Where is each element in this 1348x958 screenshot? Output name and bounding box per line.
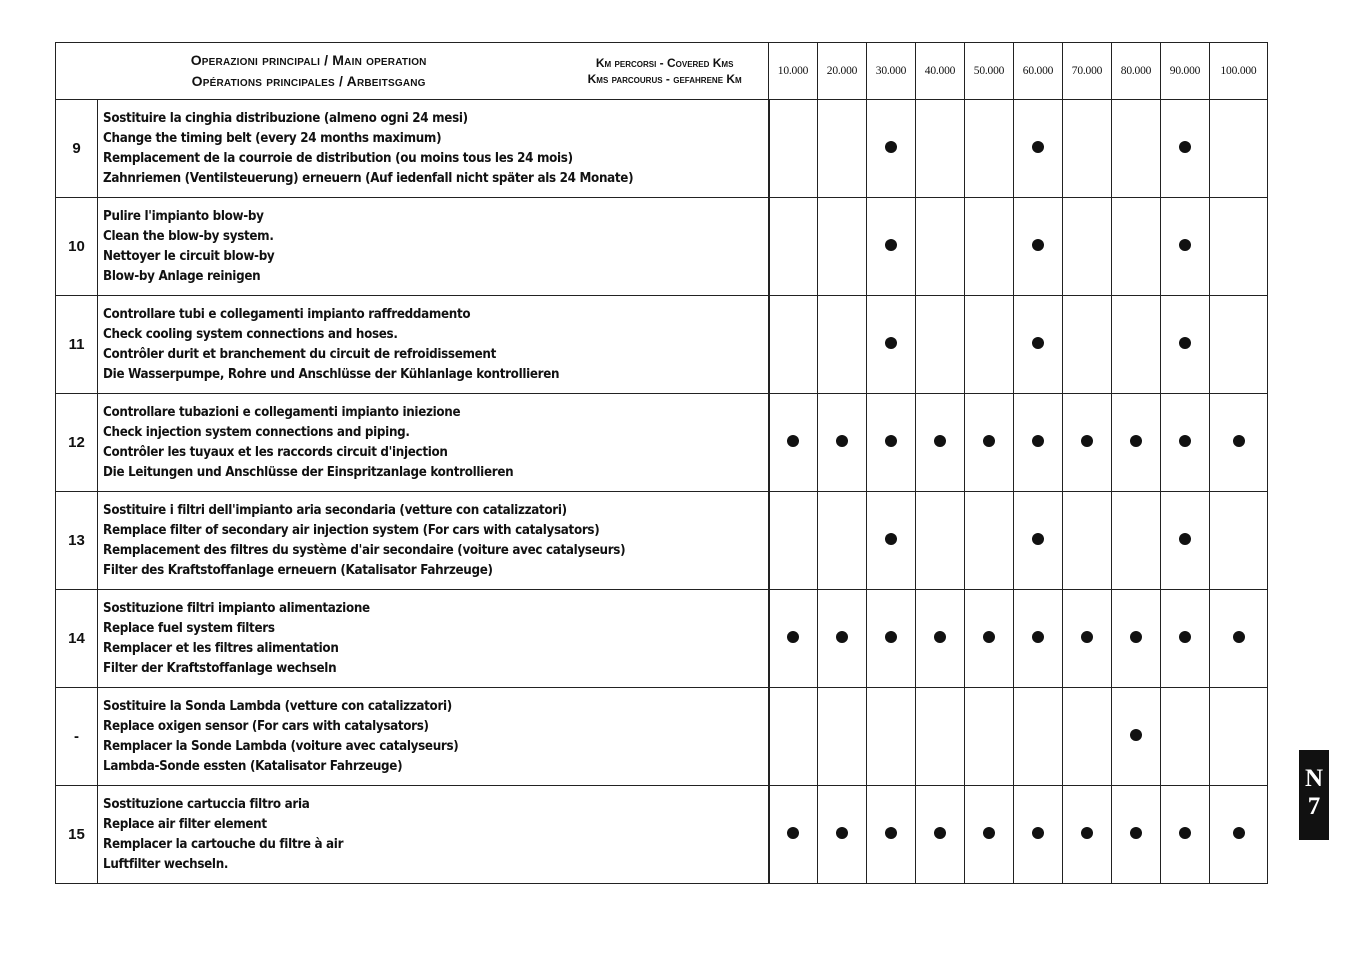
schedule-cell (769, 688, 818, 786)
schedule-cell (867, 198, 916, 296)
schedule-cell (867, 492, 916, 590)
schedule-cell (1112, 688, 1161, 786)
scheduled-dot-icon (1081, 435, 1093, 447)
operation-description (98, 394, 715, 492)
scheduled-dot-icon (1179, 827, 1191, 839)
schedule-cell (1210, 492, 1268, 590)
description-line: Filter der Kraftstoffanlage wechseln (102, 660, 336, 676)
scheduled-dot-icon (885, 239, 897, 251)
km-title-line-1: Km percorsi - Covered Kms (595, 56, 734, 70)
schedule-cell (916, 590, 965, 688)
operation-number: 14 (56, 590, 98, 688)
km-column-header: 50.000 (965, 43, 1014, 100)
scheduled-dot-icon (1032, 631, 1044, 643)
km-column-header: 60.000 (1014, 43, 1063, 100)
schedule-cell (1210, 688, 1268, 786)
operation-description (98, 296, 715, 394)
description-line: Contrôler durit et branchement du circuit de refroidissement (102, 346, 496, 362)
schedule-cell (1063, 688, 1112, 786)
operation-description (98, 688, 715, 786)
operation-number: - (56, 688, 98, 786)
schedule-cell (867, 786, 916, 884)
scheduled-dot-icon (1081, 827, 1093, 839)
description-line: Sostituire i filtri dell'impianto aria secondaria (vetture con catalizzatori) (102, 502, 567, 518)
section-tab (1299, 750, 1329, 840)
schedule-cell (1210, 394, 1268, 492)
description-line: Remplacer la cartouche du filtre à air (102, 836, 343, 852)
schedule-cell (1112, 296, 1161, 394)
scheduled-dot-icon (1032, 239, 1044, 251)
table-row (56, 296, 1268, 394)
schedule-cell (818, 198, 867, 296)
schedule-cell (965, 394, 1014, 492)
schedule-cell (1014, 688, 1063, 786)
schedule-cell (1112, 492, 1161, 590)
section-tab-letter: N (1304, 765, 1324, 792)
section-tab-number: 7 (1307, 793, 1321, 820)
schedule-cell (1014, 296, 1063, 394)
scheduled-dot-icon (1179, 435, 1191, 447)
description-line: Remplace filter of secondary air injection system (For cars with catalysators) (102, 522, 599, 538)
description-line: Clean the blow-by system. (102, 228, 274, 244)
operation-description (98, 198, 715, 296)
schedule-cell (867, 688, 916, 786)
operation-number: 13 (56, 492, 98, 590)
schedule-cell (1210, 100, 1268, 198)
description-line: Pulire l'impianto blow-by (102, 208, 264, 224)
scheduled-dot-icon (1130, 631, 1142, 643)
scheduled-dot-icon (1032, 435, 1044, 447)
description-line: Contrôler les tuyaux et les raccords circuit d'injection (102, 444, 448, 460)
scheduled-dot-icon (885, 533, 897, 545)
scheduled-dot-icon (1081, 631, 1093, 643)
scheduled-dot-icon (836, 631, 848, 643)
km-column-header: 90.000 (1161, 43, 1210, 100)
description-line: Change the timing belt (every 24 months maximum) (102, 130, 441, 146)
schedule-cell (818, 492, 867, 590)
km-column-header: 20.000 (818, 43, 867, 100)
description-line: Sostituire la cinghia distribuzione (almeno ogni 24 mesi) (102, 110, 468, 126)
description-line: Lambda-Sonde essten (Katalisator Fahrzeuge) (102, 758, 402, 774)
scheduled-dot-icon (983, 631, 995, 643)
schedule-cell (818, 688, 867, 786)
km-title-line-2: Kms parcourus - gefahrene Km (587, 72, 742, 86)
schedule-cell (1063, 198, 1112, 296)
operation-number: 9 (56, 100, 98, 198)
scheduled-dot-icon (934, 435, 946, 447)
scheduled-dot-icon (1179, 631, 1191, 643)
scheduled-dot-icon (885, 827, 897, 839)
schedule-cell (1063, 492, 1112, 590)
schedule-cell (1063, 590, 1112, 688)
description-line: Controllare tubazioni e collegamenti impianto iniezione (102, 404, 460, 420)
schedule-cell (1161, 688, 1210, 786)
description-line: Replace fuel system filters (102, 620, 275, 636)
operation-description (98, 100, 715, 198)
operation-number: 12 (56, 394, 98, 492)
schedule-cell (769, 786, 818, 884)
operation-description (98, 590, 715, 688)
scheduled-dot-icon (1179, 337, 1191, 349)
schedule-cell (1210, 198, 1268, 296)
scheduled-dot-icon (983, 435, 995, 447)
scheduled-dot-icon (1130, 729, 1142, 741)
schedule-cell (1112, 786, 1161, 884)
schedule-cell (1014, 100, 1063, 198)
scheduled-dot-icon (1233, 827, 1245, 839)
scheduled-dot-icon (1032, 533, 1044, 545)
operations-title (56, 50, 561, 92)
scheduled-dot-icon (1233, 435, 1245, 447)
schedule-cell (867, 100, 916, 198)
schedule-cell (916, 688, 965, 786)
schedule-cell (769, 394, 818, 492)
schedule-cell (1014, 198, 1063, 296)
description-line: Replace air filter element (102, 816, 267, 832)
schedule-cell (1014, 394, 1063, 492)
schedule-cell (1161, 394, 1210, 492)
schedule-cell (916, 100, 965, 198)
description-line: Zahnriemen (Ventilsteuerung) erneuern (Auf iedenfall nicht später als 24 Monate) (102, 170, 633, 186)
schedule-cell (1112, 100, 1161, 198)
scheduled-dot-icon (983, 827, 995, 839)
description-line: Remplacement de la courroie de distribution (ou moins tous les 24 mois) (102, 150, 573, 166)
schedule-cell (769, 296, 818, 394)
scheduled-dot-icon (1032, 141, 1044, 153)
header-row (56, 43, 1268, 100)
scheduled-dot-icon (1179, 141, 1191, 153)
schedule-cell (769, 100, 818, 198)
table-row (56, 786, 1268, 884)
km-column-header: 10.000 (769, 43, 818, 100)
table-row (56, 198, 1268, 296)
schedule-cell (965, 688, 1014, 786)
description-line: Check cooling system connections and hoses. (102, 326, 398, 342)
scheduled-dot-icon (885, 631, 897, 643)
scheduled-dot-icon (787, 631, 799, 643)
scheduled-dot-icon (1032, 337, 1044, 349)
scheduled-dot-icon (1179, 239, 1191, 251)
schedule-cell (1210, 296, 1268, 394)
km-column-header: 30.000 (867, 43, 916, 100)
schedule-cell (1161, 786, 1210, 884)
scheduled-dot-icon (1179, 533, 1191, 545)
schedule-cell (916, 296, 965, 394)
scheduled-dot-icon (836, 827, 848, 839)
table-row (56, 100, 1268, 198)
schedule-cell (916, 394, 965, 492)
schedule-cell (769, 590, 818, 688)
scheduled-dot-icon (836, 435, 848, 447)
schedule-cell (1210, 590, 1268, 688)
km-column-header: 100.000 (1210, 43, 1268, 100)
maintenance-schedule-table (55, 42, 1268, 884)
schedule-cell (1063, 100, 1112, 198)
scheduled-dot-icon (885, 141, 897, 153)
description-line: Nettoyer le circuit blow-by (102, 248, 274, 264)
scheduled-dot-icon (787, 827, 799, 839)
schedule-cell (818, 100, 867, 198)
schedule-cell (965, 590, 1014, 688)
schedule-cell (818, 590, 867, 688)
description-line: Remplacement des filtres du système d'air secondaire (voiture avec catalyseurs) (102, 542, 625, 558)
description-line: Controllare tubi e collegamenti impianto raffreddamento (102, 306, 470, 322)
schedule-cell (818, 296, 867, 394)
schedule-cell (916, 786, 965, 884)
operation-number: 11 (56, 296, 98, 394)
table-row (56, 394, 1268, 492)
schedule-cell (1063, 786, 1112, 884)
header-operations-cell (56, 43, 769, 100)
km-column-header: 70.000 (1063, 43, 1112, 100)
schedule-cell (1161, 100, 1210, 198)
schedule-cell (867, 296, 916, 394)
schedule-cell (1063, 394, 1112, 492)
schedule-cell (1112, 198, 1161, 296)
schedule-cell (1112, 590, 1161, 688)
schedule-cell (916, 198, 965, 296)
description-line: Sostituzione filtri impianto alimentazione (102, 600, 370, 616)
description-line: Sostituire la Sonda Lambda (vetture con catalizzatori) (102, 698, 452, 714)
table-row (56, 688, 1268, 786)
scheduled-dot-icon (1130, 435, 1142, 447)
schedule-cell (867, 394, 916, 492)
schedule-cell (1161, 590, 1210, 688)
schedule-cell (818, 786, 867, 884)
description-line: Blow-by Anlage reinigen (102, 268, 260, 284)
operation-number: 10 (56, 198, 98, 296)
schedule-cell (1014, 786, 1063, 884)
operations-title-line-1: Operazioni principali / Main operation (190, 52, 427, 68)
scheduled-dot-icon (787, 435, 799, 447)
schedule-cell (1161, 492, 1210, 590)
description-line: Luftfilter wechseln. (102, 856, 228, 872)
schedule-cell (1112, 394, 1161, 492)
scheduled-dot-icon (1032, 827, 1044, 839)
description-line: Filter des Kraftstoffanlage erneuern (Katalisator Fahrzeuge) (102, 562, 493, 578)
description-line: Replace oxigen sensor (For cars with catalysators) (102, 718, 429, 734)
description-line: Remplacer la Sonde Lambda (voiture avec catalyseurs) (102, 738, 458, 754)
schedule-cell (769, 198, 818, 296)
description-line: Sostituzione cartuccia filtro aria (102, 796, 310, 812)
km-column-header: 80.000 (1112, 43, 1161, 100)
schedule-cell (965, 492, 1014, 590)
km-column-header: 40.000 (916, 43, 965, 100)
description-line: Die Wasserpumpe, Rohre und Anschlüsse der Kühlanlage kontrollieren (102, 366, 559, 382)
scheduled-dot-icon (885, 337, 897, 349)
operation-description (98, 786, 715, 884)
schedule-cell (965, 296, 1014, 394)
schedule-cell (1210, 786, 1268, 884)
schedule-cell (818, 394, 867, 492)
scheduled-dot-icon (1130, 827, 1142, 839)
schedule-cell (867, 590, 916, 688)
operation-number: 15 (56, 786, 98, 884)
schedule-cell (965, 198, 1014, 296)
scheduled-dot-icon (934, 631, 946, 643)
operation-description (98, 492, 715, 590)
schedule-cell (769, 492, 818, 590)
schedule-cell (1014, 492, 1063, 590)
scheduled-dot-icon (885, 435, 897, 447)
table-row (56, 492, 1268, 590)
schedule-cell (1014, 590, 1063, 688)
description-line: Die Leitungen und Anschlüsse der Einspritzanlage kontrollieren (102, 464, 513, 480)
scheduled-dot-icon (934, 827, 946, 839)
table-row (56, 590, 1268, 688)
schedule-cell (1063, 296, 1112, 394)
schedule-cell (916, 492, 965, 590)
description-line: Remplacer et les filtres alimentation (102, 640, 339, 656)
schedule-cell (965, 786, 1014, 884)
description-line: Check injection system connections and piping. (102, 424, 410, 440)
schedule-cell (965, 100, 1014, 198)
scheduled-dot-icon (1233, 631, 1245, 643)
km-title (561, 43, 768, 99)
schedule-cell (1161, 198, 1210, 296)
operations-title-line-2: Opérations principales / Arbeitsgang (191, 73, 426, 89)
schedule-cell (1161, 296, 1210, 394)
